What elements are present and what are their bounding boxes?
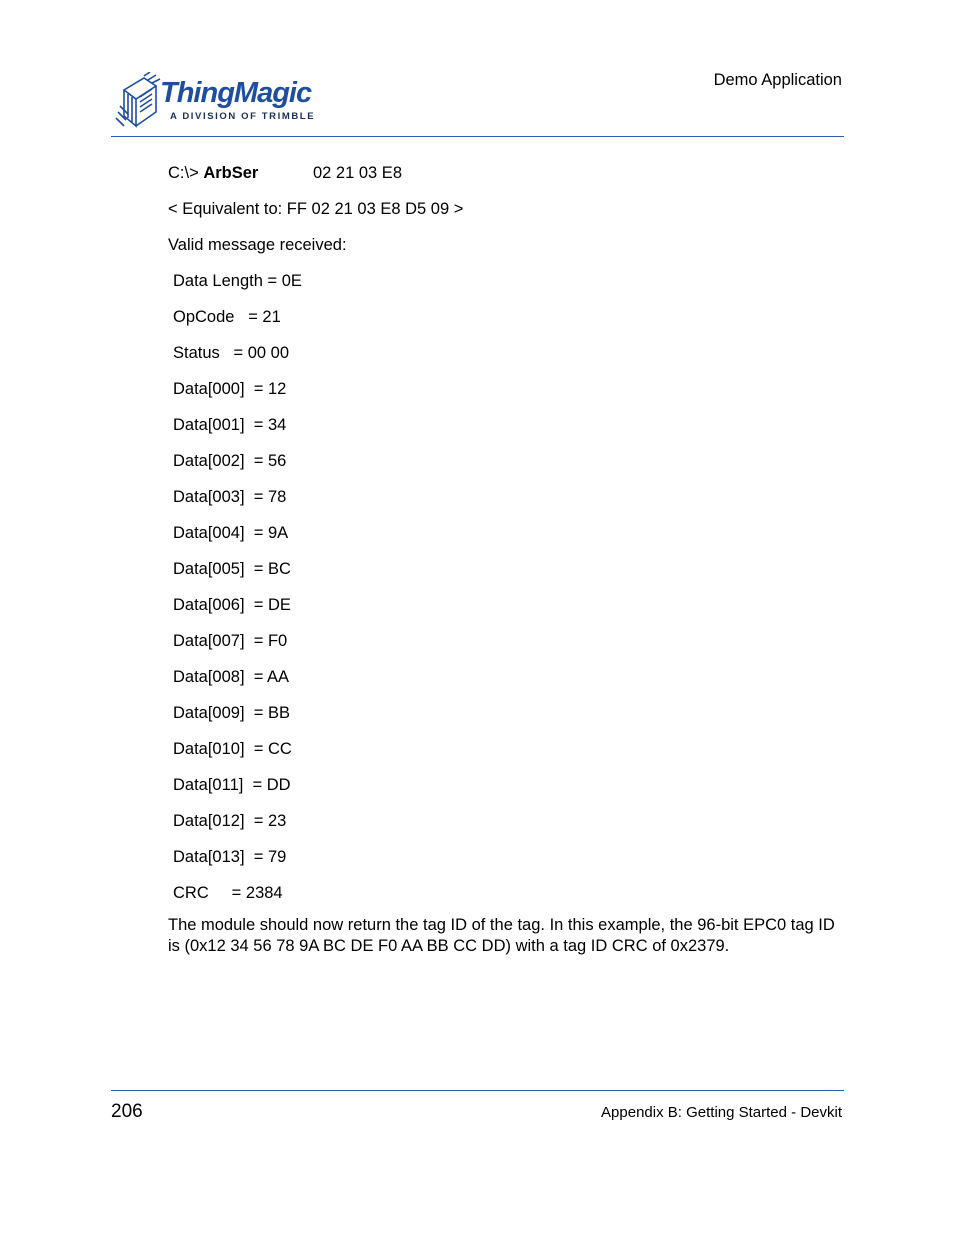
field-line: Data[011] = DD bbox=[173, 776, 291, 794]
field-line: Data[013] = 79 bbox=[173, 848, 287, 866]
field-line: Data[009] = BB bbox=[173, 704, 290, 722]
field-line: Status = 00 00 bbox=[173, 344, 290, 362]
field-line: Data[000] = 12 bbox=[173, 380, 287, 398]
field-line: Data[004] = 9A bbox=[173, 524, 289, 542]
rfid-tag-logo-icon bbox=[114, 72, 162, 130]
field-line: Data[003] = 78 bbox=[173, 488, 287, 506]
field-line: Data[007] = F0 bbox=[173, 632, 288, 650]
section-title: Demo Application bbox=[713, 71, 842, 89]
field-line: CRC = 2384 bbox=[173, 884, 283, 902]
logo-wordmark: ThingMagic bbox=[160, 77, 312, 109]
equivalent-line: < Equivalent to: FF 02 21 03 E8 D5 09 > bbox=[168, 200, 464, 218]
command-name: ArbSer bbox=[203, 164, 259, 182]
chapter-title: Appendix B: Getting Started - Devkit bbox=[601, 1104, 842, 1121]
field-line: Data[008] = AA bbox=[173, 668, 290, 686]
field-line: Data[002] = 56 bbox=[173, 452, 287, 470]
command-prompt: C:\> bbox=[168, 164, 204, 182]
footer-divider bbox=[111, 1090, 844, 1091]
command-line bbox=[168, 162, 848, 198]
field-line: Data[001] = 34 bbox=[173, 416, 287, 434]
field-line: Data[010] = CC bbox=[173, 740, 292, 758]
logo-tagline: A DIVISION OF TRIMBLE bbox=[170, 111, 316, 122]
header-divider bbox=[111, 136, 844, 137]
field-line: Data Length = 0E bbox=[173, 272, 302, 290]
command-args: 02 21 03 E8 bbox=[313, 164, 402, 182]
thingmagic-logo bbox=[114, 72, 314, 132]
explanation-paragraph: The module should now return the tag ID of the tag. In this example, the 96-bit EPC0 tag ID is (0x12 34 56 78 9A BC DE F0 AA BB CC DD) with a tag ID CRC of 0x2379. bbox=[168, 916, 835, 955]
field-line: OpCode = 21 bbox=[173, 308, 281, 326]
field-line: Data[012] = 23 bbox=[173, 812, 287, 830]
page-number: 206 bbox=[111, 1101, 143, 1122]
field-line: Data[006] = DE bbox=[173, 596, 291, 614]
valid-message-line: Valid message received: bbox=[168, 236, 347, 254]
command-output bbox=[168, 162, 848, 918]
field-line: Data[005] = BC bbox=[173, 560, 291, 578]
